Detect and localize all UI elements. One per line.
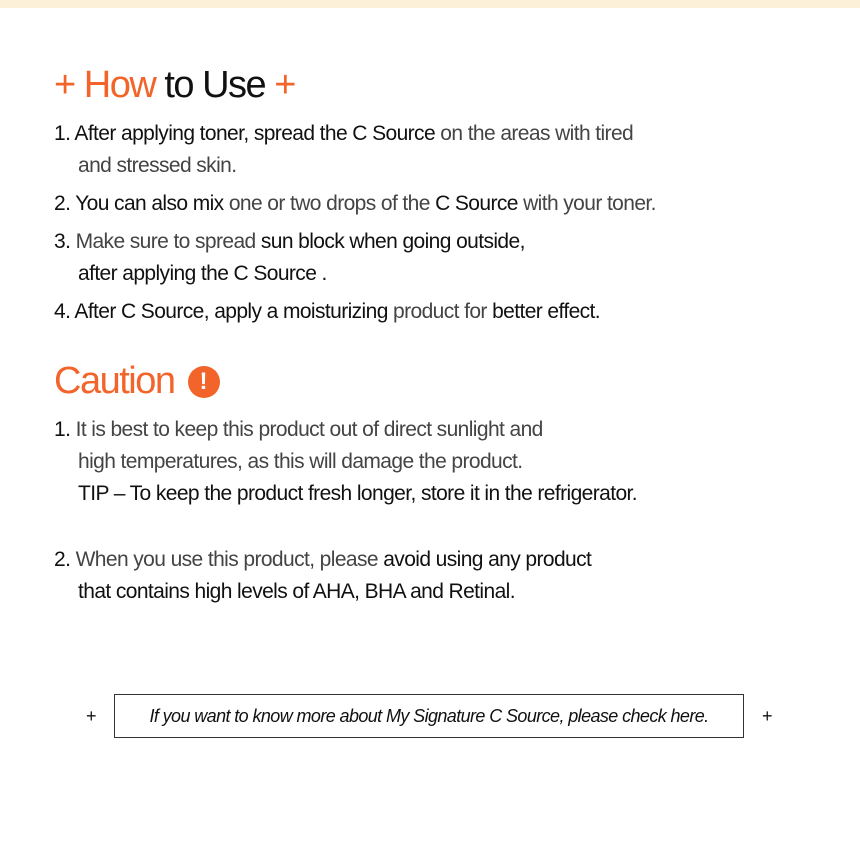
exclamation-icon: ! — [188, 366, 220, 398]
how-to-use-title — [54, 66, 295, 104]
step-text-strong: after applying the C Source . — [78, 262, 327, 285]
caution-text-strong: avoid using any product — [383, 548, 592, 571]
title-how: How — [83, 64, 156, 106]
caution-number: 2. — [54, 548, 71, 571]
step-text-strong: You can also mix — [75, 192, 224, 215]
step-text-strong: C Source — [435, 192, 518, 215]
step-text-strong: After applying toner, spread the C Source — [74, 122, 436, 145]
step-3 — [54, 226, 656, 290]
step-text-strong: After C Source, apply a moisturizing — [74, 300, 388, 323]
caution-item-1 — [54, 414, 637, 510]
step-text: and stressed skin. — [78, 154, 237, 177]
footer-plus-left: + — [86, 706, 97, 726]
step-number: 3. — [54, 230, 71, 253]
step-number: 2. — [54, 192, 71, 215]
title-plus-right: + — [274, 64, 295, 106]
more-info-link[interactable]: If you want to know more about My Signature C Source, please check here. — [114, 694, 744, 738]
caution-item-2 — [54, 544, 637, 608]
step-text-strong: better effect. — [492, 300, 601, 323]
step-text: product for — [393, 300, 487, 323]
step-2 — [54, 188, 656, 220]
step-text: one or two drops of the — [228, 192, 430, 215]
caution-text-strong: that contains high levels of AHA, BHA and Retinal. — [78, 580, 515, 603]
step-text: on the areas with tired — [440, 122, 634, 145]
step-number: 4. — [54, 300, 71, 323]
step-text: with your toner. — [523, 192, 656, 215]
step-text: Make sure to spread — [75, 230, 256, 253]
caution-items — [54, 414, 637, 608]
top-band — [0, 0, 860, 8]
title-plus-left: + — [54, 64, 75, 106]
caution-text: When you use this product, please — [75, 548, 378, 571]
caution-number: 1. — [54, 418, 71, 441]
footer-plus-right: + — [762, 706, 773, 726]
how-to-use-steps — [54, 118, 656, 334]
step-1 — [54, 118, 656, 182]
caution-title — [54, 362, 220, 400]
caution-title-text: Caution — [54, 360, 175, 402]
step-4 — [54, 296, 656, 328]
caution-tip: TIP – To keep the product fresh longer, store it in the refrigerator. — [78, 482, 637, 505]
step-text-strong: sun block when going outside, — [260, 230, 525, 253]
title-to-use: to Use — [164, 64, 266, 106]
caution-text: high temperatures, as this will damage the product. — [78, 450, 523, 473]
step-number: 1. — [54, 122, 71, 145]
caution-text: It is best to keep this product out of direct sunlight and — [75, 418, 543, 441]
